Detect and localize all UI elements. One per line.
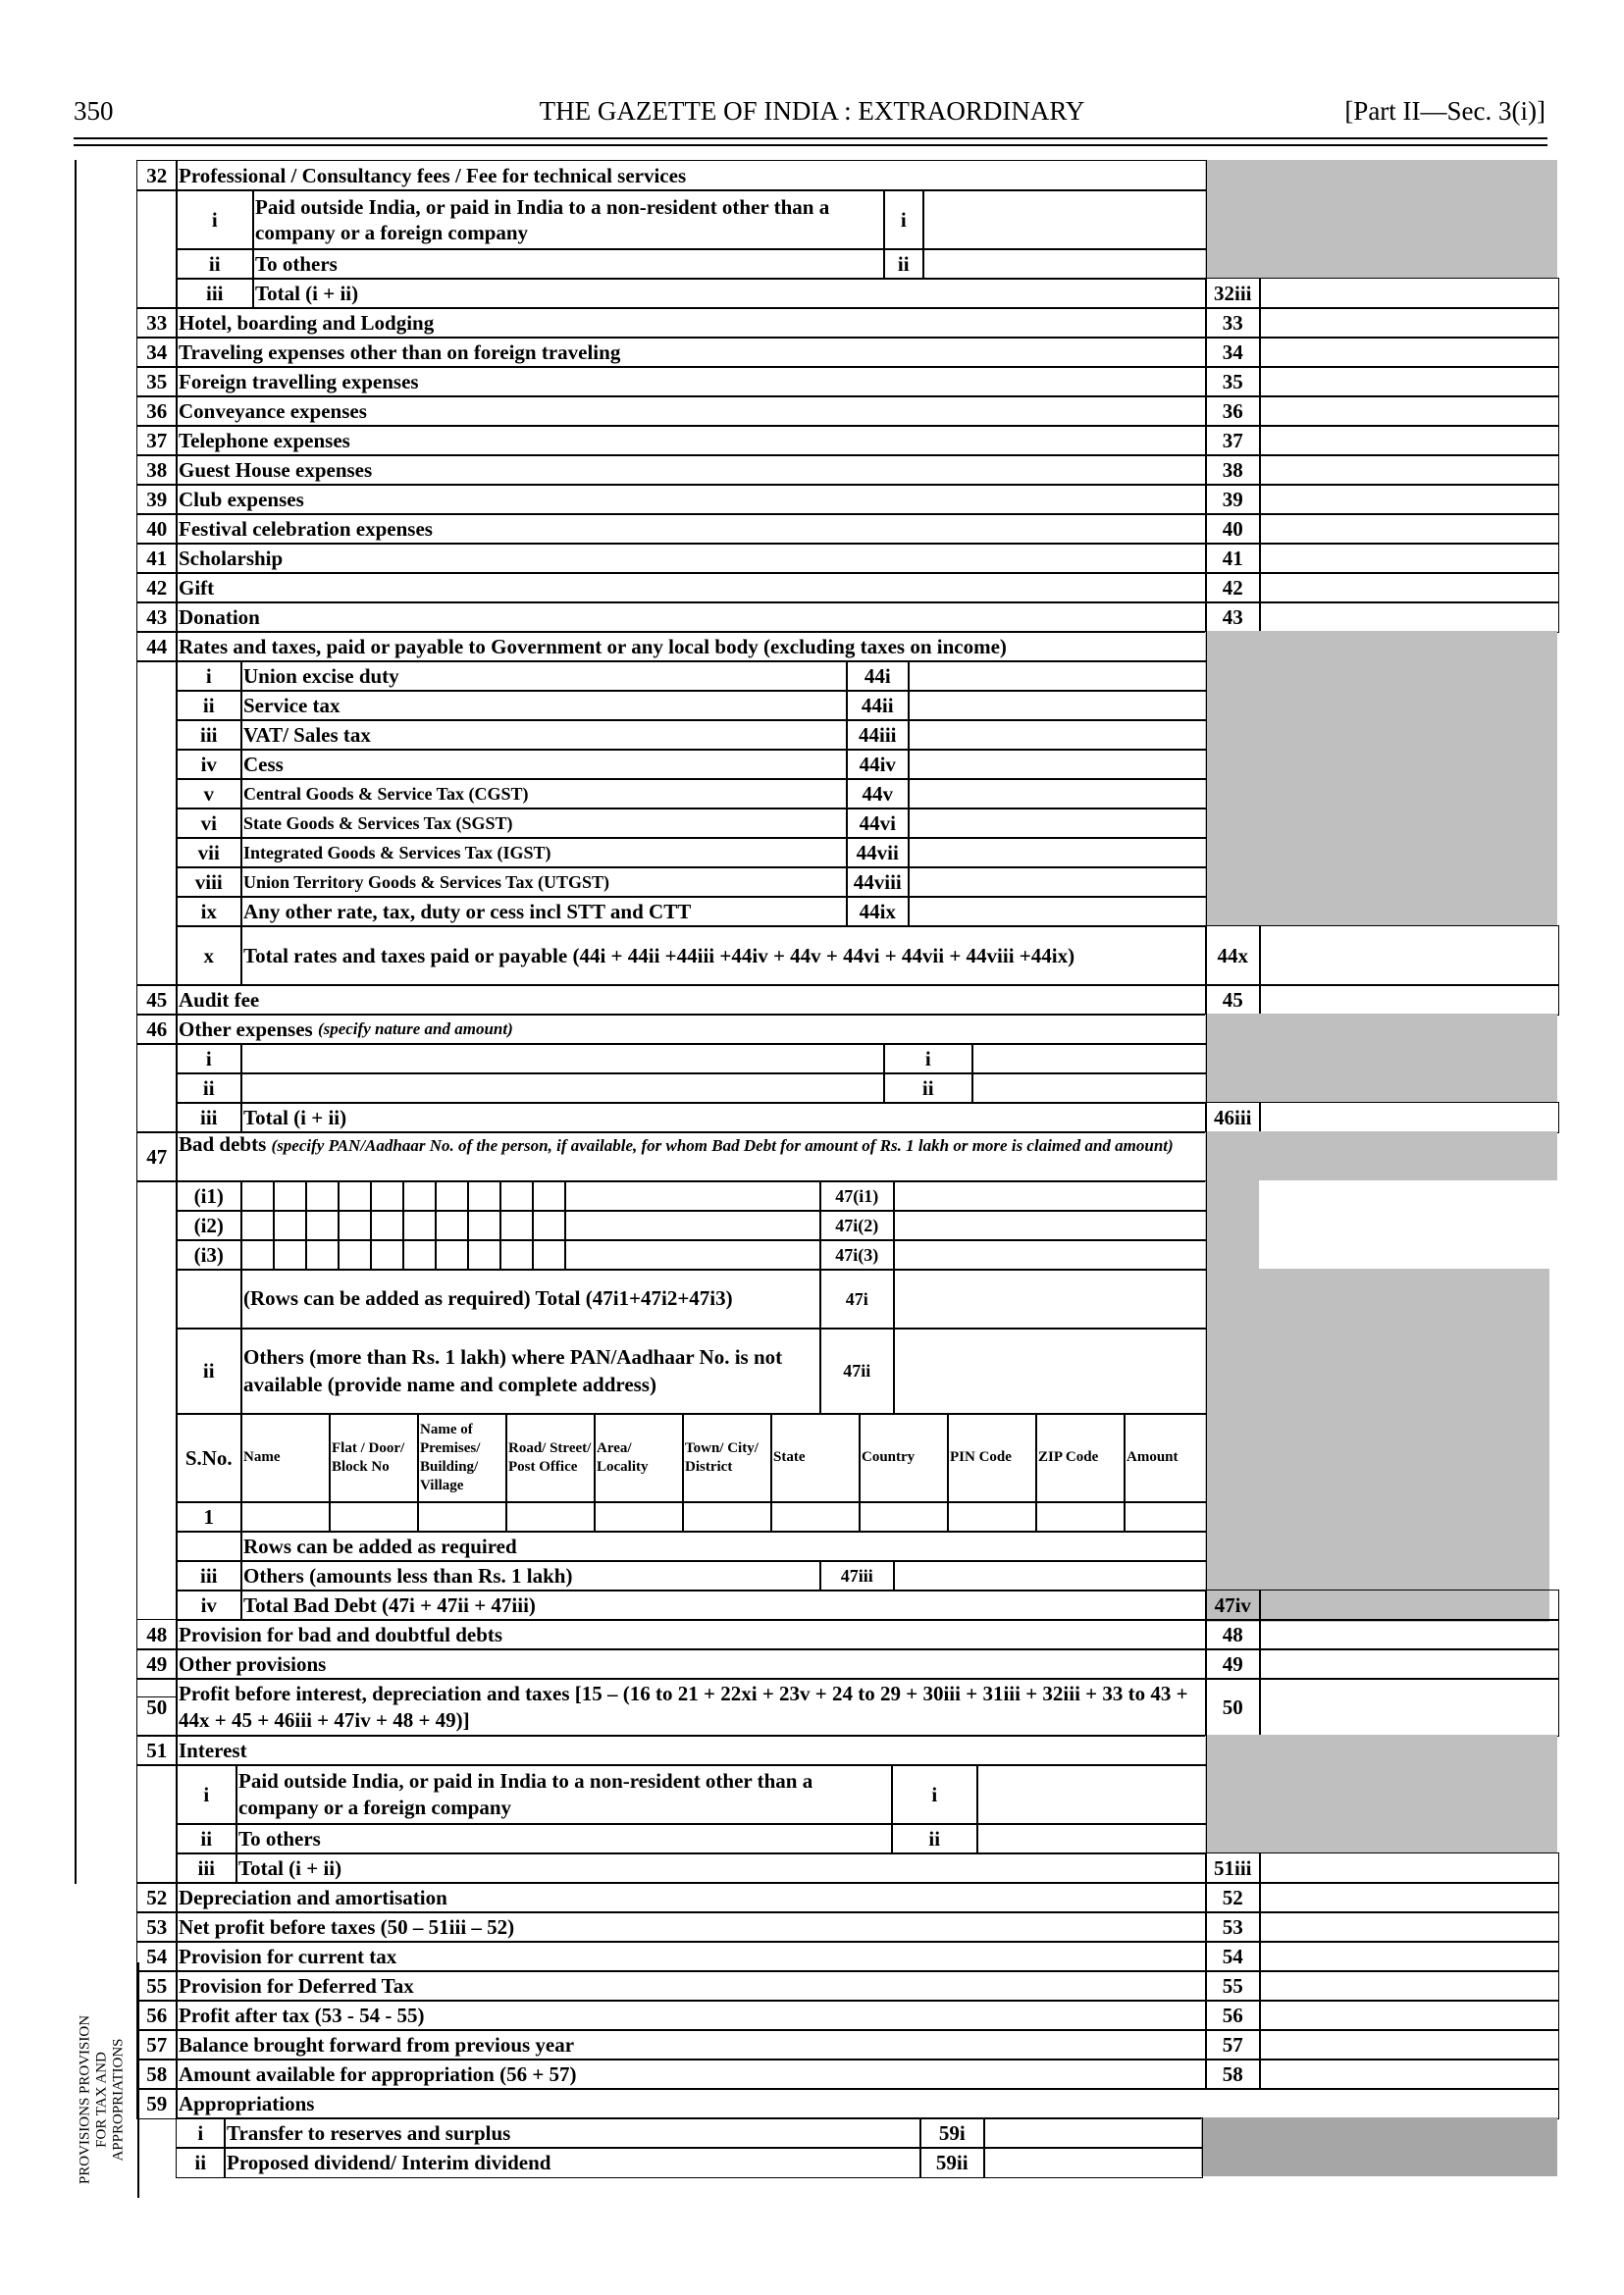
sub-label: Central Goods & Service Tax (CGST) [240, 778, 848, 809]
pan-digit-input[interactable] [370, 1239, 404, 1271]
row-number: 57 [136, 2029, 178, 2060]
sub-label: Paid outside India, or paid in India to a non-resident other than a company or a foreign company [252, 189, 885, 250]
shaded-area [1205, 1131, 1557, 1180]
pan-digit-input[interactable] [273, 1239, 307, 1271]
sub-number: ii [176, 2147, 226, 2178]
sub-code: ii [883, 248, 924, 280]
nature-input[interactable] [240, 1043, 885, 1074]
pan-digit-input[interactable] [338, 1239, 372, 1271]
row-code: 44x [1205, 925, 1261, 986]
amount-input[interactable] [893, 1239, 1207, 1271]
amount-input[interactable] [1259, 984, 1559, 1016]
amount-input[interactable] [1259, 1678, 1559, 1737]
pan-digit-input[interactable] [370, 1210, 404, 1241]
table-input[interactable] [1035, 1501, 1126, 1533]
sub-label: To others [236, 1823, 893, 1854]
amount-input[interactable] [922, 189, 1207, 250]
amount-input[interactable] [1259, 1619, 1559, 1650]
amount-input[interactable] [908, 866, 1207, 898]
table-input[interactable] [1124, 1501, 1207, 1533]
sub-code: 44ii [846, 690, 910, 721]
row-number: 54 [136, 1941, 178, 1972]
table-input[interactable] [594, 1501, 684, 1533]
row-number [136, 660, 178, 986]
amount-input[interactable] [971, 1072, 1207, 1104]
sub-number: ix [176, 896, 242, 927]
amount-input[interactable] [1259, 1102, 1559, 1133]
sub-number: iii [176, 1560, 242, 1591]
pan-digit-input[interactable] [402, 1210, 437, 1241]
amount-input[interactable] [908, 660, 1207, 692]
table-header: Road/ Street/ Post Office [505, 1413, 596, 1503]
sub-code: 47iii [819, 1560, 895, 1591]
row-number: 55 [136, 1970, 178, 2002]
row-code: 55 [1205, 1970, 1261, 2002]
row-label: Provision for Deferred Tax [176, 1970, 1207, 2002]
pan-digit-input[interactable] [273, 1180, 307, 1212]
table-input[interactable] [505, 1501, 596, 1533]
sub-label: Proposed dividend/ Interim dividend [224, 2147, 921, 2178]
sub-number: ii [176, 1823, 237, 1854]
sub-label: VAT/ Sales tax [240, 719, 848, 751]
row-code: 52 [1205, 1882, 1261, 1913]
row-label: Audit fee [176, 984, 1207, 1016]
page-title: THE GAZETTE OF INDIA : EXTRAORDINARY [539, 96, 1085, 126]
row-number: 37 [136, 425, 178, 456]
row-number [136, 1043, 178, 1133]
row-code: 41 [1205, 543, 1261, 574]
sub-code: i [883, 189, 924, 250]
amount-input[interactable] [893, 1180, 1207, 1212]
table-input[interactable] [947, 1501, 1037, 1533]
row-number: 46 [136, 1014, 178, 1045]
amount-input[interactable] [1259, 454, 1559, 486]
pan-digit-input[interactable] [435, 1239, 469, 1271]
row-label: Rates and taxes, paid or payable to Government or any local body (excluding taxes on income) [176, 631, 1207, 662]
sub-label: Others (amounts less than Rs. 1 lakh) [240, 1560, 821, 1591]
amount-input[interactable] [908, 778, 1207, 809]
sub-number: i [176, 2117, 226, 2149]
sub-number: (i1) [176, 1180, 242, 1212]
amount-input[interactable] [1259, 2059, 1559, 2090]
row-code: 58 [1205, 2059, 1261, 2090]
row-number: 49 [136, 1648, 178, 1680]
table-input[interactable] [329, 1501, 419, 1533]
sub-label: To others [252, 248, 885, 280]
table-note: Rows can be added as required [240, 1531, 1207, 1562]
amount-input[interactable] [908, 690, 1207, 721]
pan-digit-input[interactable] [240, 1239, 275, 1271]
sub-code: 44iv [846, 749, 910, 780]
row-number: 38 [136, 454, 178, 486]
amount-input[interactable] [1259, 513, 1559, 545]
table-header: Name [240, 1413, 331, 1503]
amount-input[interactable] [1259, 307, 1559, 339]
row-label: Club expenses [176, 484, 1207, 515]
row-code: 53 [1205, 1911, 1261, 1943]
amount-input[interactable] [1259, 1911, 1559, 1943]
sub-label: Total (i + ii) [240, 1102, 1207, 1133]
pan-digit-input[interactable] [402, 1180, 437, 1212]
pan-digit-input[interactable] [532, 1180, 566, 1212]
sub-label: Union Territory Goods & Services Tax (UTGST) [240, 866, 848, 898]
amount-input[interactable] [1259, 395, 1559, 427]
sub-code: ii [883, 1072, 973, 1104]
sub-code: 47i(2) [819, 1210, 895, 1241]
sub-code: i [883, 1043, 973, 1074]
row-code: 50 [1205, 1678, 1261, 1737]
row-code: 57 [1205, 2029, 1261, 2060]
row-code: 42 [1205, 572, 1261, 603]
row-label: Donation [176, 601, 1207, 633]
nature-input[interactable] [240, 1072, 885, 1104]
amount-input[interactable] [1259, 1882, 1559, 1913]
sub-label: Total (i + ii) [236, 1852, 1207, 1884]
sub-label: State Goods & Services Tax (SGST) [240, 808, 848, 839]
amount-input[interactable] [976, 1823, 1207, 1854]
sub-label: Service tax [240, 690, 848, 721]
sub-code: 59i [919, 2117, 985, 2149]
table-input[interactable] [770, 1501, 861, 1533]
shaded-area [1205, 1014, 1557, 1102]
row-code: 38 [1205, 454, 1261, 486]
pan-digit-input[interactable] [467, 1180, 501, 1212]
row-label: Profit before interest, depreciation and taxes [15 – (16 to 21 + 22xi + 23v + 24 to 29 + 30iii + 31iii + 32iii + 33 to 43 + 44x + 45 + 46iii + 47iv + 48 + 49)] [176, 1678, 1207, 1737]
amount-input[interactable] [1259, 1941, 1559, 1972]
row-label: Gift [176, 572, 1207, 603]
amount-input[interactable] [908, 837, 1207, 868]
sub-number: ii [176, 248, 254, 280]
sub-code: 44iii [846, 719, 910, 751]
amount-input[interactable] [908, 749, 1207, 780]
row-code: 47iv [1205, 1590, 1261, 1621]
row-code: 48 [1205, 1619, 1261, 1650]
sub-number: ii [176, 1328, 242, 1415]
sub-number: viii [176, 866, 242, 898]
amount-input[interactable] [1259, 601, 1559, 633]
sub-code: 44v [846, 778, 910, 809]
sub-number: iii [176, 1852, 237, 1884]
header-rule-top [74, 137, 1547, 139]
pan-digit-input[interactable] [370, 1180, 404, 1212]
table-input[interactable] [859, 1501, 949, 1533]
table-header: Town/ City/ District [682, 1413, 772, 1503]
sub-number: v [176, 778, 242, 809]
amount-input[interactable] [893, 1560, 1207, 1591]
sub-label: Integrated Goods & Services Tax (IGST) [240, 837, 848, 868]
sub-label: Paid outside India, or paid in India to a non-resident other than a company or a foreign company [236, 1764, 893, 1825]
row-label: Balance brought forward from previous year [176, 2029, 1207, 2060]
row-label: Conveyance expenses [176, 395, 1207, 427]
pan-digit-input[interactable] [499, 1239, 534, 1271]
row-label: Bad debts (specify PAN/Aadhaar No. of the person, if available, for whom Bad Debt for amount of Rs. 1 lakh or more is claimed and amount) [176, 1131, 1207, 1182]
row-label: Provision for bad and doubtful debts [176, 1619, 1207, 1650]
sub-code: 47i(3) [819, 1239, 895, 1271]
amount-input[interactable] [983, 2147, 1203, 2178]
row-label: Appropriations [176, 2088, 1559, 2119]
pan-digit-input[interactable] [305, 1180, 340, 1212]
amount-input[interactable] [1259, 278, 1559, 309]
row-label: Professional / Consultancy fees / Fee for technical services [176, 160, 1207, 191]
amount-input[interactable] [1259, 543, 1559, 574]
amount-input[interactable] [1259, 2029, 1559, 2060]
pan-digit-input[interactable] [532, 1239, 566, 1271]
amount-input[interactable] [1259, 2000, 1559, 2031]
amount-input[interactable] [1259, 572, 1559, 603]
sub-label: Union excise duty [240, 660, 848, 692]
row-label: Provision for current tax [176, 1941, 1207, 1972]
amount-input[interactable] [1259, 366, 1559, 397]
row-number: 45 [136, 984, 178, 1016]
amount-input[interactable] [893, 1269, 1207, 1330]
pan-digit-input[interactable] [402, 1239, 437, 1271]
row-number [136, 1764, 178, 1884]
pan-digit-input[interactable] [273, 1210, 307, 1241]
row-number: 34 [136, 337, 178, 368]
row-number: 41 [136, 543, 178, 574]
pan-extra-input[interactable] [564, 1180, 821, 1212]
row-number: 39 [136, 484, 178, 515]
sub-number: i [176, 1764, 237, 1825]
pan-digit-input[interactable] [305, 1210, 340, 1241]
row-label: Net profit before taxes (50 – 51iii – 52) [176, 1911, 1207, 1943]
row-label: Scholarship [176, 543, 1207, 574]
row-label: Depreciation and amortisation [176, 1882, 1207, 1913]
sub-number: x [176, 925, 242, 986]
sub-code: 44viii [846, 866, 910, 898]
table-header: PIN Code [947, 1413, 1037, 1503]
row-number: 56 [136, 2000, 178, 2031]
row-code: 39 [1205, 484, 1261, 515]
row-label: Foreign travelling expenses [176, 366, 1207, 397]
table-input[interactable] [682, 1501, 772, 1533]
sub-label: Others (more than Rs. 1 lakh) where PAN/Aadhaar No. is not available (provide name and complete address) [240, 1328, 821, 1415]
row-label: Interest [176, 1735, 1207, 1766]
table-cell: 1 [176, 1501, 242, 1533]
amount-input[interactable] [893, 1210, 1207, 1241]
page-number: 350 [74, 96, 114, 126]
shaded-area [1205, 631, 1557, 925]
amount-input[interactable] [1259, 425, 1559, 456]
sub-number: (i3) [176, 1239, 242, 1271]
sub-number: iii [176, 719, 242, 751]
shaded-area [1201, 2117, 1557, 2176]
amount-input[interactable] [1259, 925, 1559, 986]
sub-number: vi [176, 808, 242, 839]
sub-label: Total rates and taxes paid or payable (44i + 44ii +44iii +44iv + 44v + 44vi + 44vii + 44viii +44ix) [240, 925, 1207, 986]
row-number: 58 [136, 2059, 178, 2090]
pan-digit-input[interactable] [305, 1239, 340, 1271]
row-number: 59 [136, 2088, 178, 2119]
sub-code: 44vii [846, 837, 910, 868]
sub-label: Cess [240, 749, 848, 780]
row-code: 37 [1205, 425, 1261, 456]
amount-input[interactable] [971, 1043, 1207, 1074]
pan-digit-input[interactable] [240, 1180, 275, 1212]
row-code: 34 [1205, 337, 1261, 368]
row-label: Other provisions [176, 1648, 1207, 1680]
sub-code: 44i [846, 660, 910, 692]
pan-digit-input[interactable] [240, 1210, 275, 1241]
row-label: Other expenses (specify nature and amount) [176, 1014, 1207, 1045]
amount-input[interactable] [983, 2117, 1203, 2149]
sub-number: ii [176, 690, 242, 721]
row-label: Profit after tax (53 - 54 - 55) [176, 2000, 1207, 2031]
header-rule-bottom [74, 144, 1547, 146]
row-code: 49 [1205, 1648, 1261, 1680]
row-number: 47 [136, 1131, 178, 1182]
row-code: 32iii [1205, 278, 1261, 309]
sub-number: iv [176, 1590, 242, 1621]
sub-number: i [176, 660, 242, 692]
pan-extra-input[interactable] [564, 1239, 821, 1271]
table-header: State [770, 1413, 861, 1503]
row-code: 51iii [1205, 1852, 1261, 1884]
sub-code: 47(i1) [819, 1180, 895, 1212]
table-header: Area/ Locality [594, 1413, 684, 1503]
sub-number: i [176, 1043, 242, 1074]
sub-number: ii [176, 1072, 242, 1104]
sub-label: Any other rate, tax, duty or cess incl STT and CTT [240, 896, 848, 927]
shaded-area [1205, 1269, 1549, 1622]
table-header: Name of Premises/ Building/ Village [417, 1413, 507, 1503]
row-number: 40 [136, 513, 178, 545]
pan-digit-input[interactable] [499, 1210, 534, 1241]
sub-code: 44ix [846, 896, 910, 927]
table-header: Flat / Door/ Block No [329, 1413, 419, 1503]
sub-code: 59ii [919, 2147, 985, 2178]
row-number: 48 [136, 1619, 178, 1650]
pan-extra-input[interactable] [564, 1210, 821, 1241]
sub-number [176, 1269, 242, 1330]
sub-code: 47i [819, 1269, 895, 1330]
row-number: 36 [136, 395, 178, 427]
sub-number: i [176, 189, 254, 250]
amount-input[interactable] [1259, 1648, 1559, 1680]
amount-input[interactable] [976, 1764, 1207, 1825]
section-label: [Part II—Sec. 3(i)] [1344, 96, 1545, 126]
row-label: Traveling expenses other than on foreign traveling [176, 337, 1207, 368]
row-code: 54 [1205, 1941, 1261, 1972]
row-code: 56 [1205, 2000, 1261, 2031]
row-code: 35 [1205, 366, 1261, 397]
pan-digit-input[interactable] [467, 1210, 501, 1241]
amount-input[interactable] [1259, 337, 1559, 368]
table-header: Country [859, 1413, 949, 1503]
sub-code: 44vi [846, 808, 910, 839]
row-label: Hotel, boarding and Lodging [176, 307, 1207, 339]
pan-digit-input[interactable] [435, 1210, 469, 1241]
table-header: ZIP Code [1035, 1413, 1126, 1503]
row-label: Telephone expenses [176, 425, 1207, 456]
row-code: 45 [1205, 984, 1261, 1016]
table-input[interactable] [417, 1501, 507, 1533]
row-label: Festival celebration expenses [176, 513, 1207, 545]
shaded-area [1205, 1180, 1259, 1269]
sub-code: i [891, 1764, 978, 1825]
sub-label: Total Bad Debt (47i + 47ii + 47iii) [240, 1590, 1207, 1621]
sub-number: (i2) [176, 1210, 242, 1241]
pan-digit-input[interactable] [338, 1210, 372, 1241]
amount-input[interactable] [908, 719, 1207, 751]
sub-number: iv [176, 749, 242, 780]
row-number: 43 [136, 601, 178, 633]
amount-input[interactable] [908, 808, 1207, 839]
sub-label: Transfer to reserves and surplus [224, 2117, 921, 2149]
row-number: 42 [136, 572, 178, 603]
sidebar-label: PROVISIONS PROVISION FOR TAX AND APPROPRIATIONS [77, 2014, 127, 2185]
sub-code: 47ii [819, 1328, 895, 1415]
row-code: 40 [1205, 513, 1261, 545]
row-code: 43 [1205, 601, 1261, 633]
amount-input[interactable] [922, 248, 1207, 280]
sub-label: Total (i + ii) [252, 278, 1207, 309]
row-number: 52 [136, 1882, 178, 1913]
sub-number: iii [176, 1102, 242, 1133]
sub-number [176, 1531, 242, 1562]
row-number: 51 [136, 1735, 178, 1766]
pan-digit-input[interactable] [467, 1239, 501, 1271]
amount-input[interactable] [1259, 1590, 1559, 1621]
shaded-area [1205, 160, 1557, 278]
row-number: 53 [136, 1911, 178, 1943]
left-border [75, 160, 77, 1884]
sub-code: ii [891, 1823, 978, 1854]
amount-input[interactable] [1259, 1852, 1559, 1884]
row-number: 35 [136, 366, 178, 397]
pan-digit-input[interactable] [338, 1180, 372, 1212]
table-header: S.No. [176, 1413, 242, 1503]
row-number: 32 [136, 160, 178, 191]
sub-number: vii [176, 837, 242, 868]
row-label: Amount available for appropriation (56 + 57) [176, 2059, 1207, 2090]
row-code: 36 [1205, 395, 1261, 427]
row-label: Guest House expenses [176, 454, 1207, 486]
table-header: Amount [1124, 1413, 1207, 1503]
shaded-area [1205, 1735, 1557, 1852]
pan-digit-input[interactable] [499, 1180, 534, 1212]
table-input[interactable] [240, 1501, 331, 1533]
row-code: 33 [1205, 307, 1261, 339]
row-number: 44 [136, 631, 178, 662]
sub-number: iii [176, 278, 254, 309]
row-number [136, 189, 178, 309]
row-number: 33 [136, 307, 178, 339]
amount-input[interactable] [908, 896, 1207, 927]
pan-digit-input[interactable] [532, 1210, 566, 1241]
pan-digit-input[interactable] [435, 1180, 469, 1212]
row-number: 50 [136, 1678, 178, 1737]
row-code: 46iii [1205, 1102, 1261, 1133]
amount-input[interactable] [1259, 1970, 1559, 2002]
amount-input[interactable] [1259, 484, 1559, 515]
sub-label: (Rows can be added as required) Total (47i1+47i2+47i3) [240, 1269, 821, 1330]
amount-input[interactable] [893, 1328, 1207, 1415]
